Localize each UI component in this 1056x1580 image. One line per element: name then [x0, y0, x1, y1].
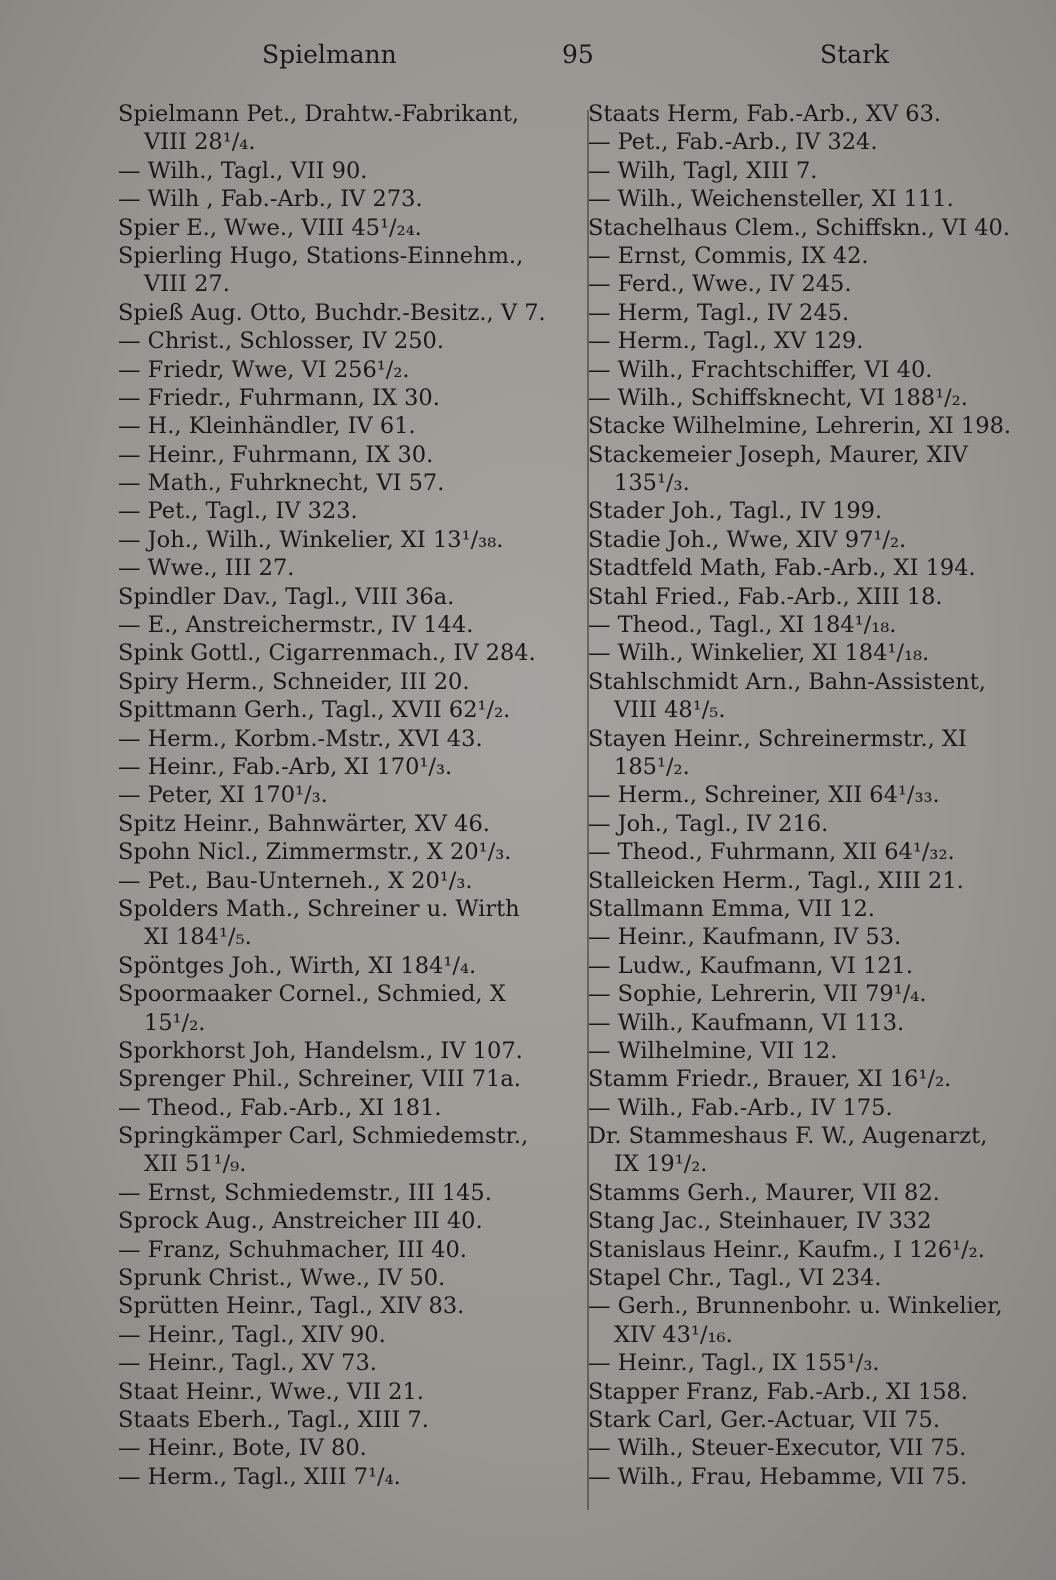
- directory-entry-line: — Wilh., Kaufmann, VI 113.: [588, 1009, 905, 1036]
- directory-entry-line: VIII 28¹/₄.: [144, 129, 256, 156]
- directory-entry-line: — Joh., Tagl., IV 216.: [588, 810, 829, 837]
- directory-entry-line: — Ferd., Wwe., IV 245.: [588, 271, 852, 298]
- directory-entry-line: Stadie Joh., Wwe, XIV 97¹/₂.: [588, 526, 907, 553]
- directory-entry-line: — Wilh, Tagl, XIII 7.: [588, 157, 818, 184]
- directory-entry-line: XII 51¹/₉.: [144, 1151, 247, 1178]
- directory-entry-line: Spöntges Joh., Wirth, XI 184¹/₄.: [118, 952, 477, 979]
- directory-entry-line: — Wilh., Weichensteller, XI 111.: [588, 186, 954, 213]
- directory-entry-line: Dr. Stammeshaus F. W., Augenarzt,: [588, 1123, 988, 1150]
- directory-entry-line: — Pet., Tagl., IV 323.: [118, 498, 358, 525]
- directory-entry-line: Stalleicken Herm., Tagl., XIII 21.: [588, 867, 964, 894]
- directory-entry-line: Stapper Franz, Fab.-Arb., XI 158.: [588, 1378, 969, 1405]
- directory-entry-line: Spieß Aug. Otto, Buchdr.-Besitz., V 7.: [118, 299, 546, 326]
- directory-entry-line: — Heinr., Fab.-Arb, XI 170¹/₃.: [118, 753, 453, 780]
- directory-entry-line: Spohn Nicl., Zimmermstr., X 20¹/₃.: [118, 839, 512, 866]
- directory-entry-line: Stackemeier Joseph, Maurer, XIV: [588, 441, 968, 468]
- directory-entry-line: XI 184¹/₅.: [144, 924, 252, 951]
- page-header: [0, 40, 1056, 80]
- directory-entry-line: Stachelhaus Clem., Schiffskn., VI 40.: [588, 214, 1010, 241]
- directory-entry-line: Spittmann Gerh., Tagl., XVII 62¹/₂.: [118, 697, 511, 724]
- directory-entry-line: — Friedr, Wwe, VI 256¹/₂.: [118, 356, 410, 383]
- directory-entry-line: Spindler Dav., Tagl., VIII 36a.: [118, 583, 455, 610]
- directory-entry-line: Spielmann Pet., Drahtw.-Fabrikant,: [118, 101, 520, 127]
- directory-entry-line: — Ernst, Commis, IX 42.: [588, 242, 869, 269]
- directory-entry-line: IX 19¹/₂.: [614, 1151, 708, 1178]
- directory-entry-line: — Herm., Tagl., XIII 7¹/₄.: [118, 1463, 401, 1490]
- directory-entry-line: — Pet., Fab.-Arb., IV 324.: [588, 129, 878, 156]
- directory-entry-line: Stapel Chr., Tagl., VI 234.: [588, 1265, 882, 1292]
- directory-entry-line: — Gerh., Brunnenbohr. u. Winkelier,: [588, 1293, 1003, 1320]
- directory-entry-line: Stader Joh., Tagl., IV 199.: [588, 498, 883, 525]
- directory-entry-line: — Ernst, Schmiedemstr., III 145.: [118, 1179, 492, 1206]
- directory-entry-line: — Ludw., Kaufmann, VI 121.: [588, 952, 913, 979]
- directory-entry-line: — Wilh., Frachtschiffer, VI 40.: [588, 356, 933, 383]
- directory-entry-line: Sprunk Christ., Wwe., IV 50.: [118, 1265, 446, 1292]
- directory-entry-line: — Heinr., Tagl., IX 155¹/₃.: [588, 1350, 880, 1377]
- directory-entry-line: Spitz Heinr., Bahnwärter, XV 46.: [118, 810, 490, 837]
- directory-entry-line: Sprock Aug., Anstreicher III 40.: [118, 1208, 483, 1235]
- directory-entry-line: — Herm., Schreiner, XII 64¹/₃₃.: [588, 782, 940, 809]
- directory-entry-line: — E., Anstreichermstr., IV 144.: [118, 612, 474, 639]
- directory-entry-line: — H., Kleinhändler, IV 61.: [118, 413, 416, 440]
- directory-entry-line: Stacke Wilhelmine, Lehrerin, XI 198.: [588, 413, 1012, 440]
- directory-entry-line: VIII 27.: [144, 271, 230, 298]
- directory-entry-line: — Wilh., Schiffsknecht, VI 188¹/₂.: [588, 384, 968, 411]
- directory-entry-line: — Wilh., Winkelier, XI 184¹/₁₈.: [588, 640, 930, 667]
- directory-entry-line: Sprenger Phil., Schreiner, VIII 71a.: [118, 1066, 521, 1093]
- directory-entry-line: — Pet., Bau-Unterneh., X 20¹/₃.: [118, 867, 473, 894]
- directory-entry-line: — Math., Fuhrknecht, VI 57.: [118, 470, 445, 497]
- directory-entry-line: Stamm Friedr., Brauer, XI 16¹/₂.: [588, 1066, 952, 1093]
- directory-entry-line: Stang Jac., Steinhauer, IV 332: [588, 1208, 932, 1235]
- directory-entry-line: XIV 43¹/₁₆.: [614, 1321, 733, 1348]
- directory-entry-line: — Heinr., Kaufmann, IV 53.: [588, 924, 902, 951]
- directory-entry-line: Stamms Gerh., Maurer, VII 82.: [588, 1179, 940, 1206]
- directory-entry-line: — Heinr., Fuhrmann, IX 30.: [118, 441, 434, 468]
- directory-entry-line: Stahlschmidt Arn., Bahn-Assistent,: [588, 668, 986, 695]
- directory-entry-line: — Heinr., Bote, IV 80.: [118, 1435, 367, 1462]
- directory-entry-line: — Wilh., Tagl., VII 90.: [118, 157, 368, 184]
- directory-entry-line: Spoormaaker Cornel., Schmied, X: [118, 981, 506, 1008]
- directory-entry-line: Spolders Math., Schreiner u. Wirth: [118, 895, 520, 922]
- directory-entry-line: Staats Eberh., Tagl., XIII 7.: [118, 1406, 429, 1433]
- directory-entry-line: — Wilh., Fab.-Arb., IV 175.: [588, 1094, 893, 1121]
- directory-entry-line: Staat Heinr., Wwe., VII 21.: [118, 1378, 424, 1405]
- directory-entry-line: — Heinr., Tagl., XV 73.: [118, 1350, 377, 1377]
- directory-entry-line: — Theod., Tagl., XI 184¹/₁₈.: [588, 612, 897, 639]
- left-column: [118, 100, 570, 1491]
- directory-entry-line: — Heinr., Tagl., XIV 90.: [118, 1321, 386, 1348]
- page-number: 95: [562, 40, 594, 69]
- directory-entry-line: Sporkhorst Joh, Handelsm., IV 107.: [118, 1037, 523, 1064]
- directory-entry-line: 185¹/₂.: [614, 753, 690, 780]
- directory-entry-line: — Theod., Fab.-Arb., XI 181.: [118, 1094, 442, 1121]
- directory-entry-line: — Theod., Fuhrmann, XII 64¹/₃₂.: [588, 839, 955, 866]
- directory-entry-line: Stallmann Emma, VII 12.: [588, 895, 875, 922]
- right-column: [588, 100, 1028, 1491]
- directory-entry-line: — Wilh , Fab.-Arb., IV 273.: [118, 186, 423, 213]
- directory-entry-line: — Joh., Wilh., Winkelier, XI 13¹/₃₈.: [118, 526, 504, 553]
- directory-entry-line: — Herm., Tagl., XV 129.: [588, 328, 864, 355]
- directory-entry-line: — Wilh., Frau, Hebamme, VII 75.: [588, 1463, 968, 1490]
- directory-entry-line: Stayen Heinr., Schreinermstr., XI: [588, 725, 967, 752]
- directory-entry-line: — Herm., Korbm.-Mstr., XVI 43.: [118, 725, 483, 752]
- directory-entry-line: Stanislaus Heinr., Kaufm., I 126¹/₂.: [588, 1236, 985, 1263]
- directory-entry-line: Stark Carl, Ger.-Actuar, VII 75.: [588, 1406, 940, 1433]
- directory-entry-line: — Wwe., III 27.: [118, 555, 295, 582]
- directory-entry-line: Stadtfeld Math, Fab.-Arb., XI 194.: [588, 555, 976, 582]
- directory-entry-line: — Friedr., Fuhrmann, IX 30.: [118, 384, 440, 411]
- directory-entry-line: VIII 48¹/₅.: [614, 697, 726, 724]
- directory-entry-line: — Franz, Schuhmacher, III 40.: [118, 1236, 467, 1263]
- directory-entry-line: — Christ., Schlosser, IV 250.: [118, 328, 444, 355]
- directory-entry-line: Spiry Herm., Schneider, III 20.: [118, 668, 470, 695]
- directory-entry-line: Springkämper Carl, Schmiedemstr.,: [118, 1123, 529, 1150]
- directory-entry-line: Staats Herm, Fab.-Arb., XV 63.: [588, 101, 942, 127]
- directory-entry-line: 135¹/₃.: [614, 470, 690, 497]
- directory-entry-line: — Sophie, Lehrerin, VII 79¹/₄.: [588, 981, 927, 1008]
- header-last-entry: Stark: [820, 40, 890, 69]
- directory-entry-line: — Herm, Tagl., IV 245.: [588, 299, 850, 326]
- directory-entry-line: Spink Gottl., Cigarrenmach., IV 284.: [118, 640, 536, 667]
- directory-entry-line: 15¹/₂.: [144, 1009, 206, 1036]
- directory-entry-line: — Peter, XI 170¹/₃.: [118, 782, 328, 809]
- directory-entry-line: Stahl Fried., Fab.-Arb., XIII 18.: [588, 583, 943, 610]
- directory-entry-line: — Wilhelmine, VII 12.: [588, 1037, 838, 1064]
- header-first-entry: Spielmann: [262, 40, 397, 69]
- directory-entry-line: Sprütten Heinr., Tagl., XIV 83.: [118, 1293, 465, 1320]
- directory-entry-line: Spierling Hugo, Stations-Einnehm.,: [118, 242, 524, 269]
- directory-entry-line: — Wilh., Steuer-Executor, VII 75.: [588, 1435, 967, 1462]
- directory-entry-line: Spier E., Wwe., VIII 45¹/₂₄.: [118, 214, 422, 241]
